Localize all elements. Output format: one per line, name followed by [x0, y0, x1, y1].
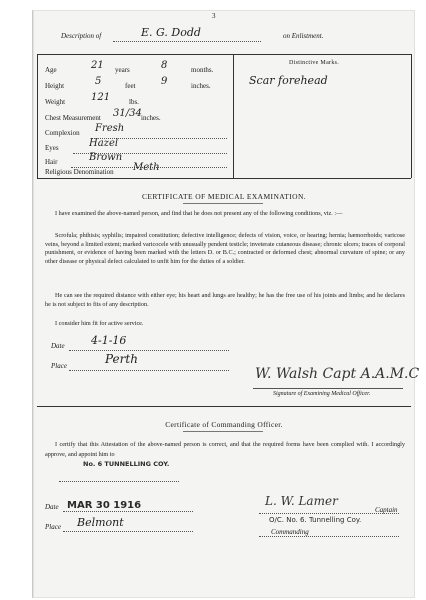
commanding-paragraph: I certify that this Attestation of the above-named person is correct, and that the required forms have been complied with. I accordingly approve, and appoint him to: [45, 441, 405, 458]
medical-paragraph-3: He can see the required distance with either eye; his heart and lungs are healthy; he has the free use of his joints and limbs; and he declares he is not subject to fits of any description.: [45, 292, 405, 308]
medical-heading-underline: [183, 203, 263, 204]
rank-label: Captain: [375, 506, 398, 514]
unit-title: O/C. No. 6. Tunnelling Coy.: [269, 516, 362, 524]
feet-label: feet: [125, 82, 136, 90]
religion-value: Meth: [133, 162, 160, 173]
soldier-name: E. G. Dodd: [141, 26, 201, 39]
middle-rule: [233, 54, 234, 178]
complexion-value: Fresh: [95, 123, 125, 134]
medical-place-value: Perth: [105, 352, 138, 366]
unit-stamp: No. 6 TUNNELLING COY.: [83, 460, 170, 468]
age-months: 8: [161, 60, 168, 71]
commanding-place-value: Belmont: [77, 516, 124, 529]
name-line: [113, 41, 261, 42]
chest-label: Chest Measurement: [45, 114, 101, 122]
medical-officer-signature: W. Walsh Capt A.A.M.C: [255, 366, 420, 382]
commanding-heading: Certificate of Commanding Officer.: [165, 420, 283, 429]
appoint-line: [59, 481, 179, 482]
medical-signature-caption: Signature of Examining Medical Officer.: [273, 391, 371, 397]
age-years: 21: [91, 60, 104, 71]
commanding-label: Commanding: [271, 528, 309, 536]
right-rule: [411, 54, 412, 178]
section-separator: [37, 406, 411, 407]
age-label: Age: [45, 66, 57, 74]
chest-value: 31/34: [113, 108, 142, 119]
weight-value: 121: [91, 92, 111, 103]
medical-date-line: [69, 350, 229, 351]
medical-signature-line: [253, 388, 403, 389]
height-label: Height: [45, 82, 65, 90]
commanding-place-label: Place: [45, 523, 61, 531]
medical-paragraph-1: I have examined the above-named person, and find that he does not present any of the following conditions, viz. :—: [55, 210, 343, 217]
on-enlistment-label: on Enlistment.: [283, 32, 324, 40]
religion-label: Religious Denomination: [45, 168, 114, 176]
description-label: Description of: [61, 32, 102, 40]
commanding-date-stamp: MAR 30 1916: [67, 500, 142, 511]
chest-unit: inches.: [141, 114, 161, 122]
attestation-page: [32, 10, 420, 598]
inches-label: inches.: [191, 82, 211, 90]
months-label: months.: [191, 66, 214, 74]
medical-date-label: Date: [51, 342, 65, 350]
lbs-label: lbs.: [129, 98, 139, 106]
page-number: 3: [212, 12, 216, 20]
complexion-label: Complexion: [45, 129, 80, 137]
height-inches: 9: [161, 76, 168, 87]
medical-paragraph-4: I consider him fit for active service.: [55, 320, 144, 327]
left-rule: [37, 54, 38, 178]
commanding-place-line: [63, 531, 193, 532]
bottom-rule: [37, 178, 411, 179]
medical-date-value: 4-1-16: [91, 334, 127, 347]
distinctive-marks-value: Scar forehead: [249, 74, 328, 87]
hair-value: Brown: [89, 152, 123, 163]
commanding-heading-underline: [183, 431, 263, 432]
commanding-date-label: Date: [45, 503, 59, 511]
eyes-value: Hazel: [89, 138, 119, 149]
commanding-signature-line: [259, 513, 399, 514]
eyes-label: Eyes: [45, 144, 59, 152]
medical-heading: CERTIFICATE OF MEDICAL EXAMINATION.: [141, 192, 307, 201]
commanding-date-line: [63, 511, 193, 512]
distinctive-marks-label: Distinctive Marks.: [289, 60, 340, 66]
commanding-officer-signature: L. W. Lamer: [265, 494, 338, 508]
years-label: years: [115, 66, 130, 74]
hair-label: Hair: [45, 158, 58, 166]
medical-place-line: [69, 370, 229, 371]
weight-label: Weight: [45, 98, 66, 106]
medical-place-label: Place: [51, 362, 67, 370]
top-rule: [37, 54, 411, 55]
commanding-line: [259, 536, 399, 537]
height-feet: 5: [95, 76, 102, 87]
medical-paragraph-2: Scrofula; phthisis; syphilis; impaired constitution; defective intelligence; defects of vision, voice, or hearing; hernia; hæmorrhoids; varicose veins, beyond a limited extent; marked varicocele with unusually pendent testicle; inveterate cutaneous disease; chronic ulcers; traces of corporal punishment, or evidence of having been marked with the letters D. or B.C.; contracted or deformed chest; abnormal curvature of spine; or any other disease or physical defect calculated to unfit him for the duties of a soldier.: [45, 232, 405, 265]
